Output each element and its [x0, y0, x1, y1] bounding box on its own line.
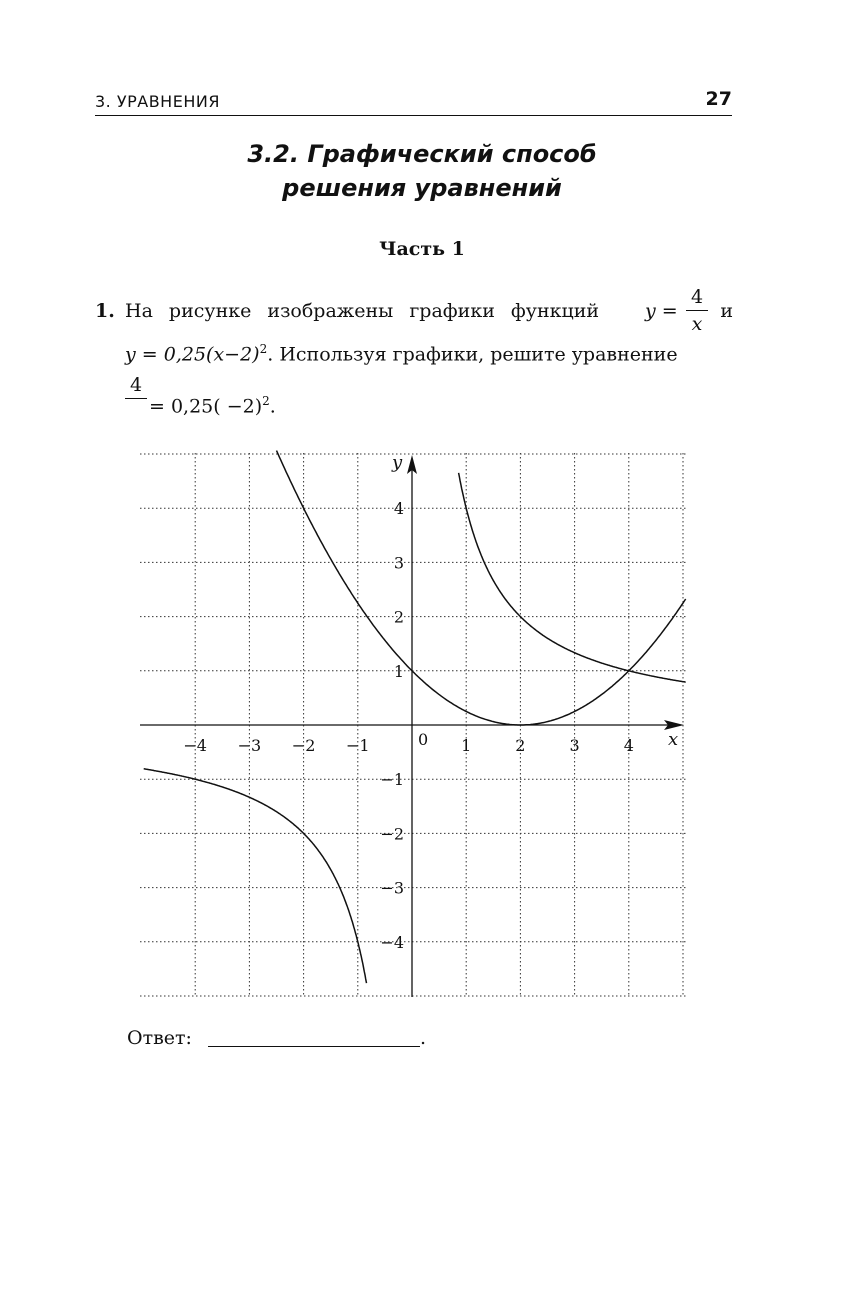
func2-formula: y = 0,25(x−2)	[125, 343, 260, 366]
parabola	[277, 451, 686, 725]
y-tick-label: 4	[393, 499, 404, 519]
x-tick-label: −4	[183, 736, 207, 755]
conjunction-and: и	[720, 300, 733, 322]
x-tick-label: 1	[461, 736, 472, 755]
axes	[140, 455, 684, 997]
x-tick-label: 4	[623, 736, 634, 755]
x-tick-label: 3	[569, 736, 580, 755]
y-tick-label: −1	[380, 770, 404, 790]
task-text-after: . Используя графики, решите уравнение	[267, 343, 678, 366]
x-tick-label: −1	[346, 736, 370, 755]
tick-labels	[183, 452, 678, 952]
origin-label: 0	[418, 730, 429, 749]
section-title-line1: 3.2. Графический способ	[247, 140, 597, 168]
y-tick-label: −4	[380, 932, 404, 952]
answer-label: Ответ:	[127, 1027, 192, 1049]
answer-field[interactable]	[208, 1046, 420, 1047]
curves	[144, 451, 686, 984]
task-text-before: На рисунке изображены графики функций	[125, 300, 600, 322]
func2-exponent: 2	[259, 342, 268, 356]
y-tick-label: 1	[393, 661, 404, 681]
equation-numerator: 4	[129, 374, 143, 396]
x-tick-label: −3	[237, 736, 262, 755]
y-tick-label: 2	[393, 607, 404, 627]
y-axis-label: y	[392, 452, 403, 473]
y-tick-label: −2	[380, 824, 404, 844]
answer-end: .	[420, 1027, 427, 1049]
func1-lhs: y =	[645, 300, 678, 322]
x-tick-label: −2	[291, 736, 316, 755]
y-tick-label: −3	[380, 878, 404, 898]
y-tick-label: 3	[393, 553, 404, 573]
func1-numerator: 4	[690, 286, 704, 308]
page-number: 27	[705, 88, 732, 110]
hyperbola-branch-positive	[459, 473, 686, 682]
part-label: Часть 1	[379, 238, 465, 260]
func1-denominator: x	[691, 313, 703, 335]
chapter-heading: 3. УРАВНЕНИЯ	[95, 92, 220, 111]
x-tick-label: 2	[515, 736, 526, 755]
equation-rhs: = $0,25( -2)^2$.	[149, 394, 276, 418]
x-axis-label: x	[668, 729, 679, 750]
section-title-line2: решения уравнений	[282, 174, 562, 202]
hyperbola-branch-negative	[144, 769, 367, 983]
task-number: 1.	[95, 300, 115, 322]
